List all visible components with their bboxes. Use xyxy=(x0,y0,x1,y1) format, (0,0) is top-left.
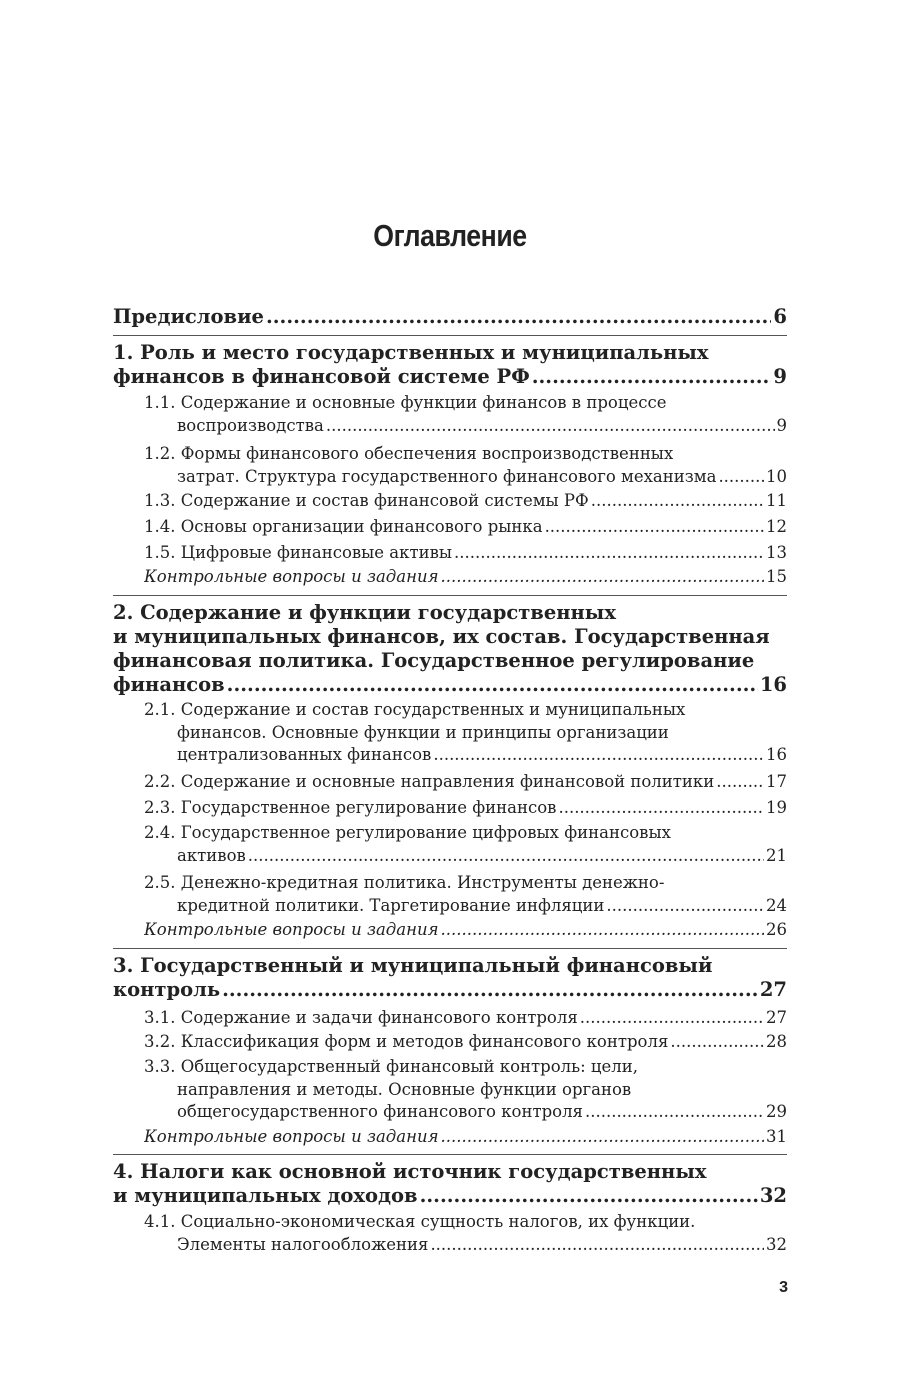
toc-page-number: 11 xyxy=(766,491,787,510)
toc-entry-title: воспроизводства xyxy=(177,415,324,435)
toc-entry-title: и муниципальных доходов xyxy=(113,1184,418,1207)
dot-leader xyxy=(433,744,764,766)
toc-line: 1. Роль и место государственных и муниципальных xyxy=(113,341,709,364)
dot-leader xyxy=(326,415,775,437)
dot-leader xyxy=(248,845,764,867)
dot-leader xyxy=(227,673,758,697)
toc-line xyxy=(144,771,787,793)
toc-line xyxy=(177,415,787,437)
toc-line: и муниципальных финансов, их состав. Государственная xyxy=(113,625,770,648)
toc-line: финансов. Основные функции и принципы организации xyxy=(177,722,669,742)
toc-entry-title: контроль xyxy=(113,978,221,1001)
toc-line: 1.2. Формы финансового обеспечения воспроизводственных xyxy=(144,444,674,463)
toc-entry-title: централизованных финансов xyxy=(177,745,432,764)
dot-leader xyxy=(441,919,764,941)
toc-line xyxy=(177,1101,787,1123)
toc-line: 2. Содержание и функции государственных xyxy=(113,601,616,624)
toc-page-number: 29 xyxy=(766,1102,787,1121)
toc-line: 2.4. Государственное регулирование цифровых финансовых xyxy=(144,823,671,842)
toc-page-number: 28 xyxy=(766,1032,787,1051)
toc-line: 3.3. Общегосударственный финансовый контроль: цели, xyxy=(144,1057,638,1076)
toc-entry-title: Элементы налогообложения xyxy=(177,1234,429,1254)
toc-line: 4. Налоги как основной источник государственных xyxy=(113,1160,707,1183)
toc-line xyxy=(177,1234,787,1256)
section-divider xyxy=(113,1154,787,1155)
toc-line xyxy=(144,1031,787,1053)
section-divider xyxy=(113,595,787,596)
dot-leader xyxy=(606,895,764,917)
toc-entry-title: 2.2. Содержание и основные направления финансовой политики xyxy=(144,772,715,791)
toc-page-number: 24 xyxy=(766,895,787,915)
dot-leader xyxy=(532,365,772,389)
toc-line xyxy=(144,490,787,512)
toc-entry-title: 1.5. Цифровые финансовые активы xyxy=(144,543,453,562)
dot-leader xyxy=(441,1126,764,1148)
page-number: 3 xyxy=(779,1279,788,1296)
dot-leader xyxy=(420,1184,758,1208)
toc-page-number: 15 xyxy=(766,567,787,586)
toc-line xyxy=(144,516,787,538)
toc-entry-title: 1.3. Содержание и состав финансовой системы РФ xyxy=(144,491,589,510)
toc-page-number: 19 xyxy=(766,798,787,817)
toc-entry-title: финансов xyxy=(113,673,225,696)
toc-page-number: 13 xyxy=(766,543,787,562)
dot-leader xyxy=(670,1031,764,1053)
toc-page-number: 16 xyxy=(759,673,787,696)
toc-line xyxy=(177,744,787,766)
toc-page-number: 9 xyxy=(776,415,787,435)
toc-line xyxy=(144,919,787,941)
dot-leader xyxy=(716,771,764,793)
page-title: Оглавление xyxy=(373,218,527,253)
section-divider xyxy=(113,335,787,336)
toc-entry-title: Контрольные вопросы и задания xyxy=(144,1127,439,1146)
toc-page-number: 12 xyxy=(766,517,787,536)
dot-leader xyxy=(585,1101,764,1123)
toc-line xyxy=(113,1184,787,1208)
toc-line: 2.1. Содержание и состав государственных и муниципальных xyxy=(144,700,686,719)
toc-entry-title: Контрольные вопросы и задания xyxy=(144,920,439,939)
toc-page-number: 32 xyxy=(759,1184,787,1207)
toc-page-number: 9 xyxy=(773,365,787,388)
toc-line xyxy=(144,542,787,564)
toc-entry-title: 3.2. Классификация форм и методов финансового контроля xyxy=(144,1032,669,1051)
toc-line: направления и методы. Основные функции органов xyxy=(177,1079,632,1099)
toc-page-number: 6 xyxy=(773,305,787,328)
toc-entry-title: общегосударственного финансового контроля xyxy=(177,1102,583,1121)
toc-line: финансовая политика. Государственное регулирование xyxy=(113,649,755,672)
toc-page-number: 17 xyxy=(766,772,787,791)
toc-page-number: 26 xyxy=(766,920,787,939)
dot-leader xyxy=(580,1007,764,1029)
toc-page-number: 32 xyxy=(766,1234,787,1254)
dot-leader xyxy=(441,566,764,588)
toc-line xyxy=(144,566,787,588)
toc-page-number: 27 xyxy=(759,978,787,1001)
dot-leader xyxy=(718,466,764,488)
dot-leader xyxy=(430,1234,764,1256)
toc-line xyxy=(113,978,787,1002)
toc-line xyxy=(177,466,787,488)
toc-entry-title: 2.3. Государственное регулирование финансов xyxy=(144,798,557,817)
toc-line xyxy=(113,305,787,329)
toc-entry-title: финансов в финансовой системе РФ xyxy=(113,365,530,388)
toc-entry-title: активов xyxy=(177,845,246,865)
toc-line xyxy=(113,365,787,389)
toc-entry-title: Предисловие xyxy=(113,305,264,328)
toc-line xyxy=(144,1126,787,1148)
toc-line xyxy=(144,797,787,819)
dot-leader xyxy=(545,516,764,538)
toc-entry-title: кредитной политики. Таргетирование инфляции xyxy=(177,895,605,915)
toc-page-number: 10 xyxy=(766,466,787,486)
dot-leader xyxy=(454,542,764,564)
dot-leader xyxy=(222,978,758,1002)
toc-page-number: 16 xyxy=(766,745,787,764)
toc-line: 3. Государственный и муниципальный финансовый xyxy=(113,954,713,977)
dot-leader xyxy=(266,305,771,329)
dot-leader xyxy=(591,490,764,512)
toc-page-number: 31 xyxy=(766,1127,787,1146)
section-divider xyxy=(113,948,787,949)
toc-line: 4.1. Социально-экономическая сущность налогов, их функции. xyxy=(144,1212,696,1231)
toc-line xyxy=(177,845,787,867)
toc-entry-title: 1.4. Основы организации финансового рынка xyxy=(144,517,543,536)
toc-entry-title: Контрольные вопросы и задания xyxy=(144,567,439,586)
toc-page-number: 27 xyxy=(766,1008,787,1027)
toc-line xyxy=(113,673,787,697)
toc-entry-title: затрат. Структура государственного финансового механизма xyxy=(177,466,717,486)
toc-entry-title: 3.1. Содержание и задачи финансового контроля xyxy=(144,1008,578,1027)
toc-line xyxy=(177,895,787,917)
toc-line: 1.1. Содержание и основные функции финансов в процессе xyxy=(144,393,667,412)
toc-page-number: 21 xyxy=(766,845,787,865)
toc-line xyxy=(144,1007,787,1029)
toc-line: 2.5. Денежно-кредитная политика. Инструменты денежно- xyxy=(144,873,665,892)
dot-leader xyxy=(558,797,764,819)
